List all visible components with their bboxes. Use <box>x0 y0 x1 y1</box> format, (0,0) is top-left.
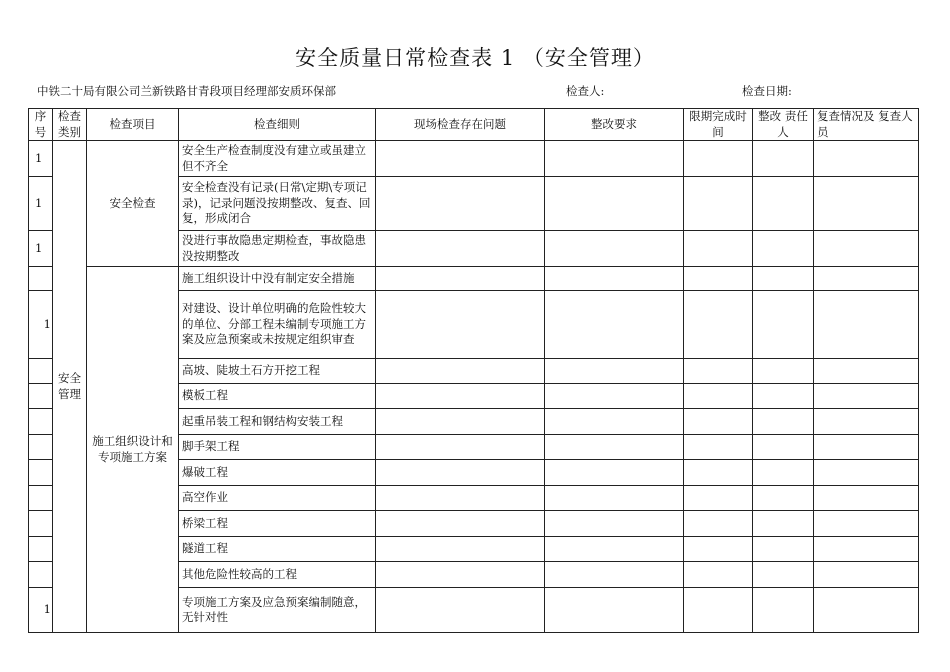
deadline-cell[interactable] <box>684 511 753 537</box>
review-cell[interactable] <box>814 291 919 359</box>
problems-cell[interactable] <box>376 384 545 409</box>
header-review: 复查情况及 复查人员 <box>814 109 919 141</box>
row-seq <box>29 384 53 409</box>
responsible-cell[interactable] <box>753 537 814 562</box>
deadline-cell[interactable] <box>684 562 753 588</box>
deadline-cell[interactable] <box>684 231 753 267</box>
deadline-cell[interactable] <box>684 435 753 460</box>
header-requirement: 整改要求 <box>545 109 684 141</box>
row-seq <box>29 486 53 511</box>
responsible-cell[interactable] <box>753 409 814 435</box>
requirement-cell[interactable] <box>545 486 684 511</box>
review-cell[interactable] <box>814 537 919 562</box>
deadline-cell[interactable] <box>684 460 753 486</box>
page-title: 安全质量日常检查表 1 （安全管理） <box>295 46 655 70</box>
responsible-cell[interactable] <box>753 359 814 384</box>
row-detail: 脚手架工程 <box>179 435 376 460</box>
row-detail: 安全检查没有记录(日常\定期\专项记录)，记录问题没按期整改、复查、回复，形成闭合 <box>179 177 376 231</box>
review-cell[interactable] <box>814 460 919 486</box>
row-detail: 专项施工方案及应急预案编制随意，无针对性 <box>179 588 376 633</box>
deadline-cell[interactable] <box>684 177 753 231</box>
inspection-table <box>28 108 919 633</box>
review-cell[interactable] <box>814 435 919 460</box>
table-row <box>29 141 919 177</box>
header-deadline: 限期完成时间 <box>684 109 753 141</box>
row-seq: 1 <box>29 141 53 177</box>
deadline-cell[interactable] <box>684 384 753 409</box>
row-detail: 桥梁工程 <box>179 511 376 537</box>
requirement-cell[interactable] <box>545 141 684 177</box>
review-cell[interactable] <box>814 231 919 267</box>
review-cell[interactable] <box>814 562 919 588</box>
deadline-cell[interactable] <box>684 141 753 177</box>
responsible-cell[interactable] <box>753 435 814 460</box>
responsible-cell[interactable] <box>753 267 814 291</box>
review-cell[interactable] <box>814 359 919 384</box>
row-seq <box>29 409 53 435</box>
deadline-cell[interactable] <box>684 291 753 359</box>
header-item: 检查项目 <box>87 109 179 141</box>
responsible-cell[interactable] <box>753 460 814 486</box>
table-row <box>29 267 919 291</box>
header-category: 检查类别 <box>53 109 87 141</box>
problems-cell[interactable] <box>376 562 545 588</box>
requirement-cell[interactable] <box>545 409 684 435</box>
review-cell[interactable] <box>814 177 919 231</box>
requirement-cell[interactable] <box>545 511 684 537</box>
requirement-cell[interactable] <box>545 267 684 291</box>
review-cell[interactable] <box>814 141 919 177</box>
row-seq <box>29 537 53 562</box>
deadline-cell[interactable] <box>684 359 753 384</box>
requirement-cell[interactable] <box>545 435 684 460</box>
header-problems: 现场检查存在问题 <box>376 109 545 141</box>
requirement-cell[interactable] <box>545 384 684 409</box>
row-seq: 1 <box>29 588 53 633</box>
inspection-date-label: 检查日期: <box>742 84 792 98</box>
organization-name: 中铁二十局有限公司兰新铁路甘青段项目经理部安质环保部 <box>37 84 336 98</box>
deadline-cell[interactable] <box>684 267 753 291</box>
responsible-cell[interactable] <box>753 291 814 359</box>
row-seq <box>29 359 53 384</box>
responsible-cell[interactable] <box>753 141 814 177</box>
row-detail: 施工组织设计中没有制定安全措施 <box>179 267 376 291</box>
responsible-cell[interactable] <box>753 177 814 231</box>
header-seq: 序号 <box>29 109 53 141</box>
deadline-cell[interactable] <box>684 537 753 562</box>
problems-cell[interactable] <box>376 435 545 460</box>
review-cell[interactable] <box>814 511 919 537</box>
requirement-cell[interactable] <box>545 291 684 359</box>
requirement-cell[interactable] <box>545 562 684 588</box>
responsible-cell[interactable] <box>753 588 814 633</box>
responsible-cell[interactable] <box>753 562 814 588</box>
deadline-cell[interactable] <box>684 486 753 511</box>
row-detail: 起重吊装工程和钢结构安装工程 <box>179 409 376 435</box>
row-detail: 高空作业 <box>179 486 376 511</box>
row-detail: 对建设、设计单位明确的危险性较大的单位、分部工程未编制专项施工方案及应急预案或未按规定组织审查 <box>179 291 376 359</box>
row-seq: 1 <box>29 177 53 231</box>
row-detail: 其他危险性较高的工程 <box>179 562 376 588</box>
problems-cell[interactable] <box>376 537 545 562</box>
review-cell[interactable] <box>814 267 919 291</box>
requirement-cell[interactable] <box>545 177 684 231</box>
review-cell[interactable] <box>814 486 919 511</box>
responsible-cell[interactable] <box>753 511 814 537</box>
header-row <box>29 109 919 141</box>
requirement-cell[interactable] <box>545 359 684 384</box>
row-seq <box>29 562 53 588</box>
header-detail: 检查细则 <box>179 109 376 141</box>
row-seq <box>29 435 53 460</box>
problems-cell[interactable] <box>376 460 545 486</box>
problems-cell[interactable] <box>376 409 545 435</box>
review-cell[interactable] <box>814 588 919 633</box>
responsible-cell[interactable] <box>753 486 814 511</box>
row-seq <box>29 267 53 291</box>
problems-cell[interactable] <box>376 231 545 267</box>
responsible-cell[interactable] <box>753 384 814 409</box>
inspector-label: 检查人: <box>566 84 605 98</box>
requirement-cell[interactable] <box>545 231 684 267</box>
category-cell: 安全管理 <box>53 141 87 633</box>
row-seq: 1 <box>29 291 53 359</box>
problems-cell[interactable] <box>376 291 545 359</box>
problems-cell[interactable] <box>376 141 545 177</box>
deadline-cell[interactable] <box>684 588 753 633</box>
review-cell[interactable] <box>814 409 919 435</box>
problems-cell[interactable] <box>376 359 545 384</box>
row-detail: 没进行事故隐患定期检查，事故隐患没按期整改 <box>179 231 376 267</box>
problems-cell[interactable] <box>376 486 545 511</box>
requirement-cell[interactable] <box>545 588 684 633</box>
row-detail: 隧道工程 <box>179 537 376 562</box>
review-cell[interactable] <box>814 384 919 409</box>
requirement-cell[interactable] <box>545 537 684 562</box>
row-detail: 安全生产检查制度没有建立或虽建立但不齐全 <box>179 141 376 177</box>
problems-cell[interactable] <box>376 511 545 537</box>
row-detail: 模板工程 <box>179 384 376 409</box>
header-responsible: 整改 责任人 <box>753 109 814 141</box>
item-cell-safety-check: 安全检查 <box>87 141 179 267</box>
item-cell-construction-plan: 施工组织设计和专项施工方案 <box>87 267 179 633</box>
responsible-cell[interactable] <box>753 231 814 267</box>
row-detail: 爆破工程 <box>179 460 376 486</box>
row-detail: 高坡、陡坡土石方开挖工程 <box>179 359 376 384</box>
requirement-cell[interactable] <box>545 460 684 486</box>
row-seq: 1 <box>29 231 53 267</box>
problems-cell[interactable] <box>376 177 545 231</box>
problems-cell[interactable] <box>376 588 545 633</box>
row-seq <box>29 511 53 537</box>
deadline-cell[interactable] <box>684 409 753 435</box>
row-seq <box>29 460 53 486</box>
problems-cell[interactable] <box>376 267 545 291</box>
